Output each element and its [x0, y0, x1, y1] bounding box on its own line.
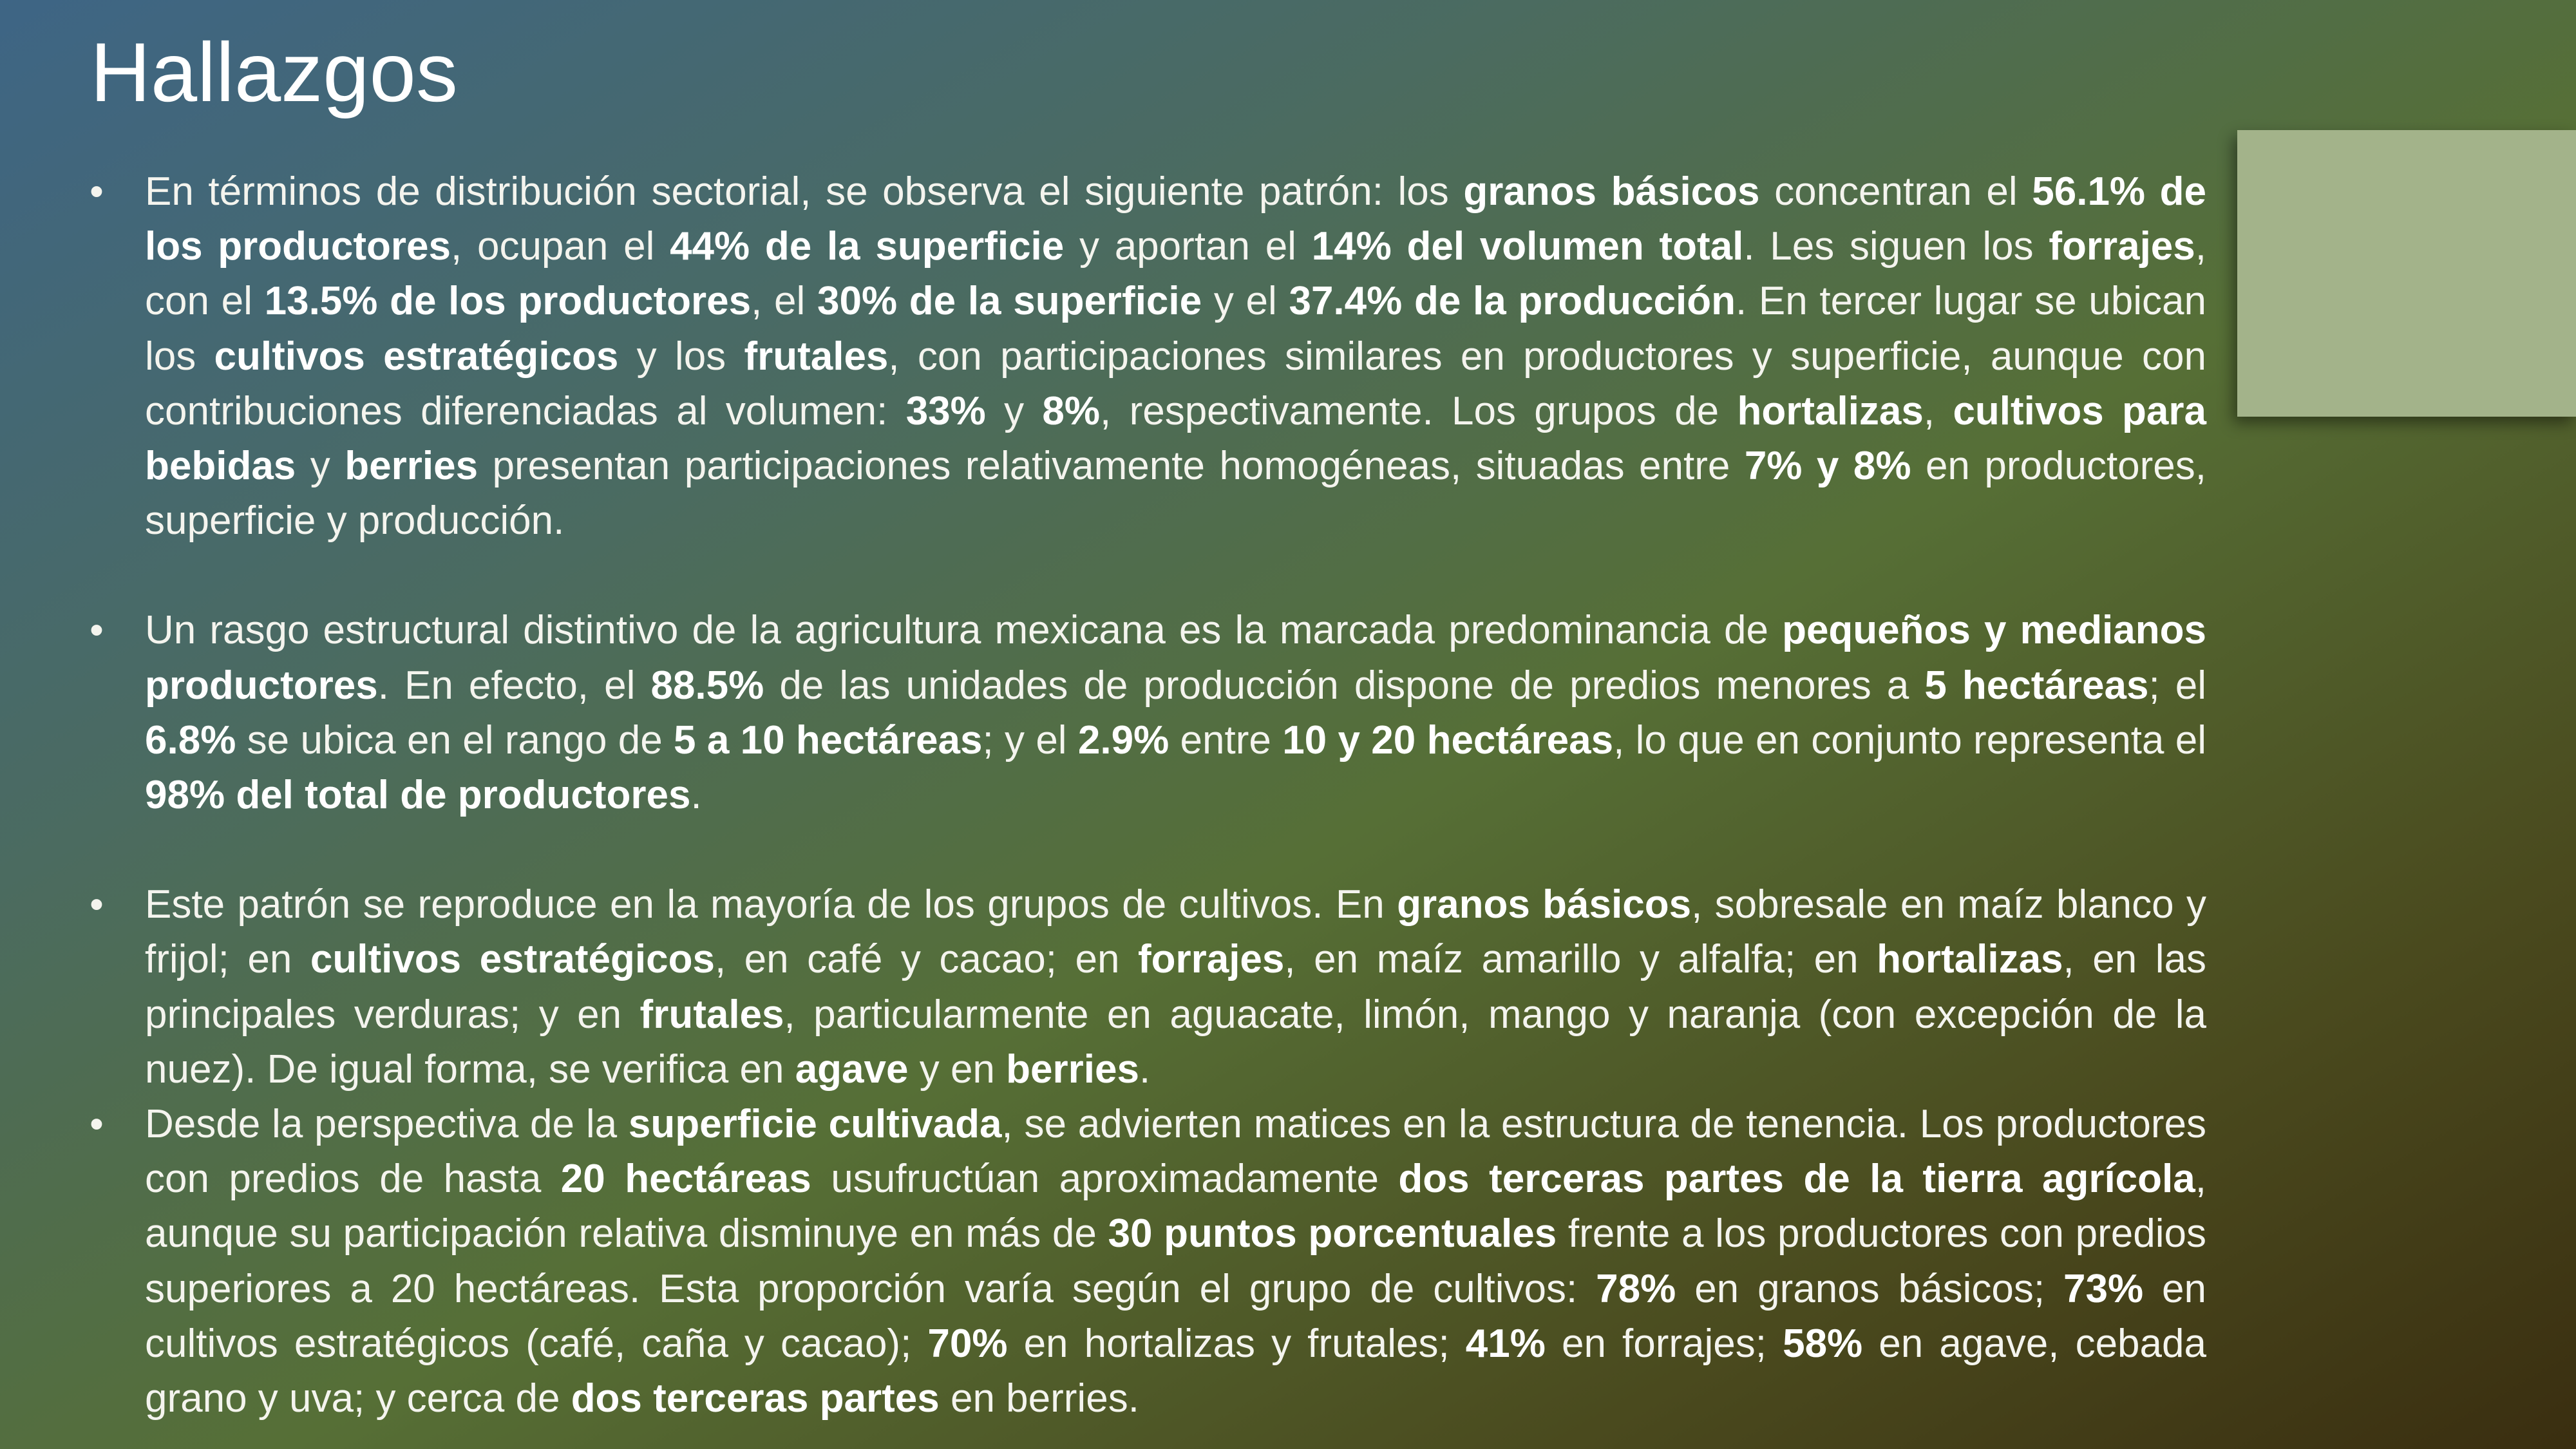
bold-phrase: 2.9% [1077, 717, 1170, 762]
bold-phrase: 73% [2063, 1266, 2144, 1311]
bold-phrase: agave [795, 1046, 909, 1092]
bullet-text: Un rasgo estructural distintivo de la agricultura mexicana es la marcada predominancia de pequeños y medianos productores. En efecto, el 88.5% de las unidades de producción dispone de predios menores a 5 hectáreas; el 6.8% se ubica en el rango de 5 a 10 hectáreas; y el 2.9% entre 10 y 20 hectáreas, lo que en conjunto representa el 98% del total de productores. [145, 608, 2207, 818]
bold-phrase: 30 puntos porcentuales [1108, 1211, 1557, 1256]
bold-phrase: berries [345, 444, 478, 489]
bold-phrase: 10 y 20 hectáreas [1282, 717, 1614, 762]
bold-phrase: 88.5% [650, 663, 764, 708]
bullet-item [84, 164, 2206, 548]
bold-phrase: 6.8% [145, 717, 236, 762]
bullet-dot-icon: • [90, 1102, 104, 1147]
bullet-dot-icon: • [90, 882, 104, 927]
bold-phrase: cultivos estratégicos [310, 937, 715, 982]
bold-phrase: 58% [1783, 1321, 1863, 1366]
bold-phrase: 98% del total de productores [145, 773, 691, 818]
bullet-dot-icon: • [90, 169, 104, 214]
bold-phrase: 33% [905, 388, 986, 433]
bold-phrase: pequeños y medianos productores [145, 608, 2206, 708]
bold-phrase: superficie cultivada [628, 1102, 1002, 1147]
bullet-list [84, 164, 2206, 1426]
bold-phrase: 5 a 10 hectáreas [674, 717, 983, 762]
bullet-text: Este patrón se reproduce en la mayoría de los grupos de cultivos. En granos básicos, sobresale en maíz blanco y frijol; en cultivos estratégicos, en café y cacao; en forrajes, en maíz amarillo y alfalfa; en hortalizas, en las principales verduras; y en frutales, particularmente en aguacate, limón, mango y naranja (con excepción de la nuez). De igual forma, se verifica en agave y en berries. [145, 882, 2207, 1092]
bold-phrase: hortalizas [1877, 937, 2063, 982]
bold-phrase: granos básicos [1463, 169, 1760, 214]
accent-box [2237, 130, 2576, 417]
bold-phrase: berries [1006, 1046, 1139, 1092]
bold-phrase: 37.4% de la producción [1289, 279, 1736, 324]
bold-phrase: cultivos para bebidas [145, 388, 2207, 489]
bold-phrase: 14% del volumen total [1311, 224, 1744, 269]
bold-phrase: dos terceras partes de la tierra agrícola [1398, 1157, 2195, 1202]
bold-phrase: frutales [639, 992, 784, 1037]
bold-phrase: 30% de la superficie [817, 279, 1202, 324]
bold-phrase: 78% [1596, 1266, 1676, 1311]
bullet-text: Desde la perspectiva de la superficie cultivada, se advierten matices en la estructura de tenencia. Los productores con predios de hasta 20 hectáreas usufructúan aproximadamente dos terceras partes de la tierra agrícola, aunque su participación relativa disminuye en más de 30 puntos porcentuales frente a los productores con predios superiores a 20 hectáreas. Esta proporción varía según el grupo de cultivos: 78% en granos básicos; 73% en cultivos estratégicos (café, caña y cacao); 70% en hortalizas y frutales; 41% en forrajes; 58% en agave, cebada grano y uva; y cerca de dos terceras partes en berries. [145, 1102, 2206, 1421]
bold-phrase: forrajes [1137, 937, 1285, 982]
bold-phrase: 20 hectáreas [560, 1157, 811, 1202]
bullet-dot-icon: • [90, 608, 104, 653]
slide-title: Hallazgos [90, 25, 458, 119]
bold-phrase: granos básicos [1397, 882, 1692, 927]
bold-phrase: 13.5% de los productores [264, 279, 752, 324]
bold-phrase: 7% y 8% [1744, 444, 1911, 489]
bold-phrase: 70% [927, 1321, 1008, 1366]
bullet-item [84, 603, 2206, 822]
bullet-item [84, 1097, 2206, 1426]
bold-phrase: 5 hectáreas [1924, 663, 2149, 708]
bold-phrase: 41% [1465, 1321, 1546, 1366]
bold-phrase: 56.1% de los productores [145, 169, 2206, 269]
bold-phrase: 44% de la superficie [670, 224, 1065, 269]
bullet-text: En términos de distribución sectorial, se observa el siguiente patrón: los granos básicos concentran el 56.1% de los productores, ocupan el 44% de la superficie y aportan el 14% del volumen total. Les siguen los forrajes, con el 13.5% de los productores, el 30% de la superficie y el 37.4% de la producción. En tercer lugar se ubican los cultivos estratégicos y los frutales, con participaciones similares en productores y superficie, aunque con contribuciones diferenciadas al volumen: 33% y 8%, respectivamente. Los grupos de hortalizas, cultivos para bebidas y berries presentan participaciones relativamente homogéneas, situadas entre 7% y 8% en productores, superficie y producción. [145, 169, 2207, 544]
bold-phrase: frutales [744, 334, 889, 379]
bold-phrase: cultivos estratégicos [214, 334, 619, 379]
bold-phrase: dos terceras partes [571, 1376, 940, 1421]
bold-phrase: forrajes [2049, 224, 2195, 269]
bold-phrase: hortalizas [1737, 388, 1924, 433]
bold-phrase: 8% [1042, 388, 1101, 433]
bullet-item [84, 877, 2206, 1097]
